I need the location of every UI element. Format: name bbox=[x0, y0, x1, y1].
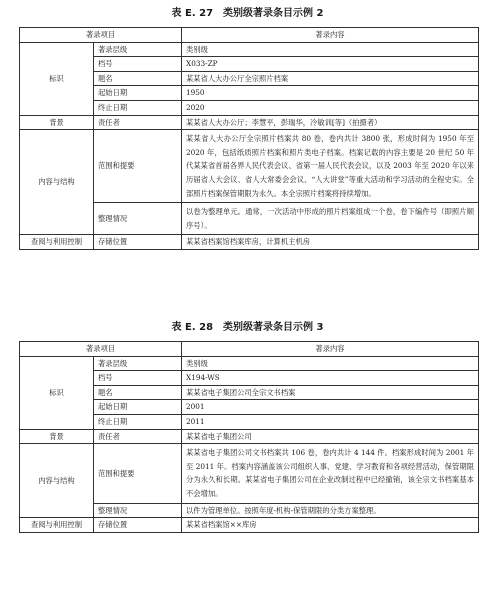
header-content: 著录内容 bbox=[182, 342, 479, 357]
field-label: 起始日期 bbox=[94, 400, 182, 415]
field-label: 责任者 bbox=[94, 115, 182, 130]
field-value: 以卷为整理单元。通常，一次活动中形成的照片档案组成一个卷，卷下编件号（即照片顺序号）。 bbox=[182, 203, 479, 235]
table-row bbox=[20, 518, 479, 533]
field-label: 起始日期 bbox=[94, 86, 182, 101]
group-label: 查阅与利用控制 bbox=[20, 235, 94, 250]
field-label: 题名 bbox=[94, 385, 182, 400]
field-value: X033-ZP bbox=[182, 57, 479, 72]
field-value: 类别级 bbox=[182, 356, 479, 371]
table-header-row bbox=[20, 28, 479, 43]
group-label: 标识 bbox=[20, 356, 94, 429]
header-content: 著录内容 bbox=[182, 28, 479, 43]
table-header-row bbox=[20, 342, 479, 357]
field-label: 档号 bbox=[94, 57, 182, 72]
group-label: 查阅与利用控制 bbox=[20, 518, 94, 533]
table-row bbox=[20, 429, 479, 444]
field-label: 整理情况 bbox=[94, 503, 182, 518]
group-label: 背景 bbox=[20, 115, 94, 130]
field-value: 某某省人大办公厅全宗照片档案 bbox=[182, 71, 479, 86]
group-label: 标识 bbox=[20, 42, 94, 115]
field-value: 某某省电子集团公司 bbox=[182, 429, 479, 444]
table-row bbox=[20, 356, 479, 371]
field-label: 终止日期 bbox=[94, 100, 182, 115]
field-value: 某某省档案馆××库房 bbox=[182, 518, 479, 533]
field-value: 某某省人大办公厅；李慧平，彭瑞华，冷敏训[等]（拍摄者） bbox=[182, 115, 479, 130]
table-row bbox=[20, 444, 479, 503]
field-label: 存储位置 bbox=[94, 518, 182, 533]
field-label: 档号 bbox=[94, 371, 182, 386]
field-label: 著录层级 bbox=[94, 42, 182, 57]
field-value: X194-WS bbox=[182, 371, 479, 386]
field-label: 著录层级 bbox=[94, 356, 182, 371]
field-label: 存储位置 bbox=[94, 235, 182, 250]
field-value: 某某省人大办公厅全宗照片档案共 80 卷，卷内共计 3800 张，形成时间为 1950 年至 2020 年，包括纸质照片档案和照片类电子档案。档案记载的内容主要是 20 世纪 50 年代某某省首届各界人民代表会议、省第一届人民代表会议，以及 2003 年至 2020 年以来历届省人大会议、省人大常委会会议、“人大讲堂”等重大活动和学习活动的全程史实。全部照片档案保管期限为永久。本全宗照片档案将持续增加。 bbox=[182, 130, 479, 203]
field-value: 某某省档案馆档案库房，计算机主机房 bbox=[182, 235, 479, 250]
field-label: 终止日期 bbox=[94, 414, 182, 429]
field-value: 类别级 bbox=[182, 42, 479, 57]
header-item: 著录项目 bbox=[20, 28, 182, 43]
field-label: 范围和提要 bbox=[94, 130, 182, 203]
field-value: 以件为管理单位。按照年度-机构-保管期限的分类方案整理。 bbox=[182, 503, 479, 518]
field-label: 题名 bbox=[94, 71, 182, 86]
table-row bbox=[20, 130, 479, 203]
table-row bbox=[20, 115, 479, 130]
field-value: 2020 bbox=[182, 100, 479, 115]
group-label: 内容与结构 bbox=[20, 444, 94, 518]
catalog-table bbox=[19, 341, 479, 533]
field-value: 2001 bbox=[182, 400, 479, 415]
field-label: 整理情况 bbox=[94, 203, 182, 235]
group-label: 内容与结构 bbox=[20, 130, 94, 235]
header-item: 著录项目 bbox=[20, 342, 182, 357]
field-label: 责任者 bbox=[94, 429, 182, 444]
field-value: 1950 bbox=[182, 86, 479, 101]
table-caption: 表 E. 27 类别级著录条目示例 2 bbox=[171, 8, 324, 19]
group-label: 背景 bbox=[20, 429, 94, 444]
table-row bbox=[20, 42, 479, 57]
table-row bbox=[20, 235, 479, 250]
catalog-table bbox=[19, 27, 479, 250]
field-value: 某某省电子集团公司全宗文书档案 bbox=[182, 385, 479, 400]
table-caption: 表 E. 28 类别级著录条目示例 3 bbox=[171, 322, 324, 333]
field-value: 某某省电子集团公司文书档案共 106 卷，卷内共计 4 144 件。档案形成时间为 2001 年至 2011 年。档案内容涵盖该公司组织人事、党建、学习教育和各项经营活动，保管期限分为永久和长期。某某省电子集团公司在企业改制过程中已经撤销，该全宗文书档案基本不会增加。 bbox=[182, 444, 479, 503]
field-value: 2011 bbox=[182, 414, 479, 429]
field-label: 范围和提要 bbox=[94, 444, 182, 503]
